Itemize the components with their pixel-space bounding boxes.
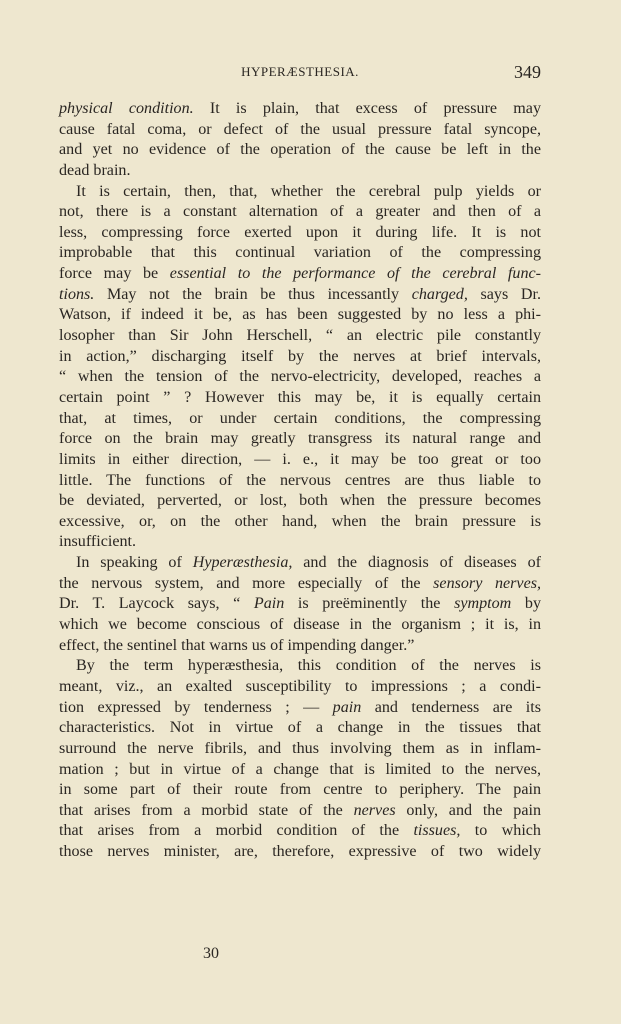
- italic-segment: Pain: [253, 595, 285, 613]
- running-title: HYPERÆSTHESIA.: [241, 64, 359, 79]
- text-line: [59, 574, 541, 595]
- text-segment: dead brain.: [59, 161, 131, 179]
- text-segment: the nervous system, and more especially of the: [59, 574, 434, 592]
- text-line: [59, 532, 541, 553]
- text-segment: that arises from a morbid state of the: [59, 801, 354, 819]
- italic-segment: charged,: [411, 285, 468, 303]
- text-line: [59, 140, 541, 161]
- text-segment: excessive, or, on the other hand, when the brain pressure is: [59, 512, 541, 530]
- text-segment: and yet no evidence of the operation of the cause be left in the: [59, 141, 541, 159]
- text-line: [59, 636, 541, 657]
- text-segment: “ when the tension of the nervo-electricity, developed, reaches a: [59, 368, 541, 386]
- italic-segment: pain: [332, 698, 362, 716]
- body-text: [59, 99, 541, 863]
- text-line: [59, 780, 541, 801]
- text-line: [59, 326, 541, 347]
- text-segment: only, and the pain: [395, 801, 541, 819]
- text-line: [59, 677, 541, 698]
- text-segment: and tenderness are its: [361, 698, 542, 716]
- text-segment: In speaking of: [76, 554, 193, 572]
- text-line: [59, 512, 541, 533]
- text-line: [59, 161, 541, 182]
- text-segment: that arises from a morbid condition of the: [59, 822, 414, 840]
- text-segment: tion expressed by tenderness ; —: [59, 698, 333, 716]
- text-segment: little. The functions of the nervous centres are thus liable to: [59, 471, 541, 489]
- text-segment: limits in either direction, — i. e., it may be too great or too: [59, 450, 541, 468]
- text-segment: effect, the sentinel that warns us of impending danger.”: [59, 636, 415, 654]
- text-segment: not, there is a constant alternation of a greater and then of a: [59, 203, 541, 221]
- page-number: 349: [514, 62, 541, 82]
- text-segment: that, at times, or under certain conditions, the compressing: [59, 409, 541, 427]
- signature-mark: 30: [203, 945, 219, 962]
- italic-segment: physical condition.: [59, 100, 194, 117]
- text-line: [59, 202, 541, 223]
- italic-segment: symptom: [454, 595, 512, 613]
- text-line: [59, 842, 541, 863]
- text-line: [59, 615, 541, 636]
- text-segment: mation ; but in virtue of a change that is limited to the nerves,: [59, 760, 541, 778]
- text-line: [59, 388, 541, 409]
- text-line: [59, 347, 541, 368]
- text-line: [59, 120, 541, 141]
- text-segment: characteristics. Not in virtue of a change in the tissues that: [59, 719, 541, 737]
- text-segment: insufficient.: [59, 533, 137, 551]
- text-line: [59, 182, 541, 203]
- text-line: [59, 264, 541, 285]
- text-line: [59, 99, 541, 120]
- text-segment: in some part of their route from centre to periphery. The pain: [59, 781, 541, 799]
- text-segment: It is plain, that excess of pressure may: [193, 100, 541, 117]
- text-segment: meant, viz., an exalted susceptibility to impressions ; a condi-: [59, 677, 541, 695]
- text-segment: cause fatal coma, or defect of the usual pressure fatal syncope,: [59, 120, 541, 138]
- text-line: [59, 739, 541, 760]
- text-line: [59, 243, 541, 264]
- text-line: [59, 656, 541, 677]
- italic-segment: tissues,: [413, 822, 461, 840]
- text-segment: says Dr.: [467, 285, 541, 303]
- text-segment: be deviated, perverted, or lost, both when the pressure becomes: [59, 492, 541, 510]
- italic-segment: tions.: [59, 285, 95, 303]
- text-line: [59, 367, 541, 388]
- text-segment: surround the nerve fibrils, and thus involving them as in inflam-: [59, 739, 541, 757]
- text-segment: by: [511, 595, 541, 613]
- text-segment: in action,” discharging itself by the nerves at brief intervals,: [59, 347, 541, 365]
- text-line: [59, 491, 541, 512]
- italic-segment: essential to the performance of the cerebral func-: [169, 265, 541, 283]
- text-segment: Watson, if indeed it be, as has been suggested by no less a phi-: [59, 306, 541, 324]
- text-line: [59, 285, 541, 306]
- text-segment: By the term hyperæsthesia, this condition of the nerves is: [76, 657, 541, 675]
- text-segment: losopher than Sir John Herschell, “ an electric pile constantly: [59, 327, 541, 345]
- text-segment: certain point ” ? However this may be, it is equally certain: [59, 388, 541, 406]
- text-line: [59, 821, 541, 842]
- text-line: [59, 760, 541, 781]
- text-segment: May not the brain be thus incessantly: [94, 285, 412, 303]
- italic-segment: sensory nerves,: [433, 574, 542, 592]
- text-segment: those nerves minister, are, therefore, expressive of two widely: [59, 843, 541, 861]
- text-line: [59, 553, 541, 574]
- text-line: [59, 305, 541, 326]
- text-line: [59, 471, 541, 492]
- text-line: [59, 594, 541, 615]
- italic-segment: nerves: [353, 801, 396, 819]
- text-segment: is preëminently the: [284, 595, 455, 613]
- text-segment: and the diagnosis of diseases of: [292, 554, 541, 572]
- text-line: [59, 409, 541, 430]
- text-line: [59, 429, 541, 450]
- text-segment: It is certain, then, that, whether the cerebral pulp yields or: [76, 182, 541, 200]
- italic-segment: Hyperæsthesia,: [192, 554, 293, 572]
- text-line: [59, 450, 541, 471]
- text-line: [59, 223, 541, 244]
- text-segment: to which: [460, 822, 541, 840]
- text-line: [59, 718, 541, 739]
- text-line: [59, 801, 541, 822]
- text-segment: Dr. T. Laycock says, “: [59, 595, 254, 613]
- text-segment: less, compressing force exerted upon it during life. It is not: [59, 223, 541, 241]
- text-segment: force may be: [59, 265, 170, 283]
- text-segment: force on the brain may greatly transgress its natural range and: [59, 430, 541, 448]
- text-segment: which we become conscious of disease in the organism ; it is, in: [59, 616, 541, 634]
- page-header: [59, 62, 541, 84]
- text-segment: improbable that this continual variation of the compressing: [59, 244, 541, 262]
- text-line: [59, 698, 541, 719]
